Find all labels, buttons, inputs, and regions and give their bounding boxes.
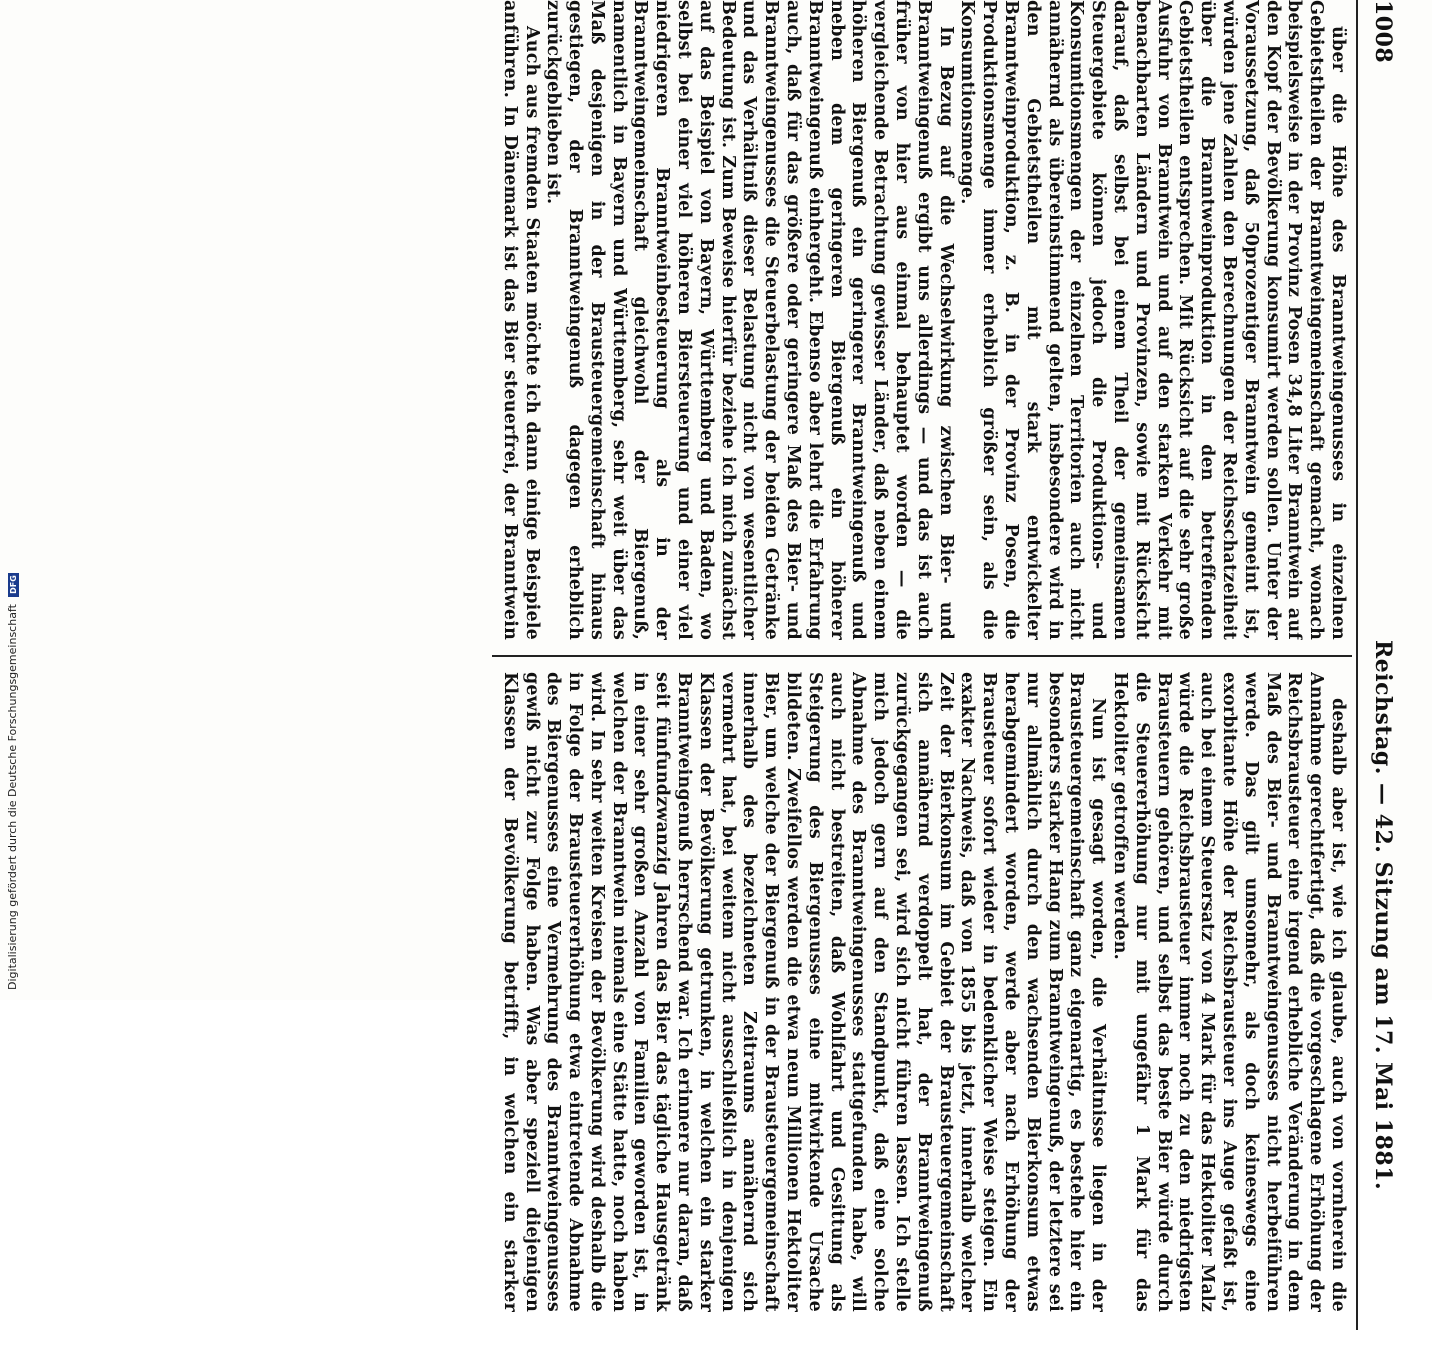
digitization-note: Digitalisierung gefördert durch die Deutsche Forschungsgemeinschaft [6,604,19,990]
right-paragraph: deshalb aber ist, wie ich glaube, auch von vornherein die Annahme gerechtfertigt, daß die vorgeschlagene Erhöhung der Reichsbrausteuer eine irgend erhebliche Veränderung in dem Maß des Bier- und Branntweingenusses nicht herbeiführen werde. Das gilt umsomehr, als doch keineswegs eine exorbitante Höhe der Reichsbrausteuer ins Auge gefaßt ist, auch bei einem Steuersatz von 4 Mark für das Hektoliter Malz würde die Reichsbrausteuer immer noch zu den niedrigsten Brausteuern gehören, und selbst das beste Bier würde durch die Steuererhöhung nur mit ungefähr 1 Mark für das Hektoliter getroffen werden. [1110,672,1348,1312]
left-paragraph: über die Höhe des Branntweingenusses in einzelnen Gebietstheilen der Branntweingemeinschaft gemacht, wonach beispielsweise in der Provinz Posen 34,8 Liter Branntwein auf den Kopf der Bevölkerung konsumirt werden sollen. Unter der Voraussetzung, daß 50prozentiger Branntwein gemeint ist, würden jene Zahlen den Berechnungen der Reichsschatzeiheit über die Branntweinproduktion in den betreffenden Gebietstheilen entsprechen. Mit Rücksicht auf die sehr große Ausfuhr von Branntwein und auf den starken Verkehr mit benachbarten Ländern und Provinzen, sowie mit Rücksicht darauf, daß selbst bei einem Theil der gemeinsamen Steuergebiete können jedoch die Produktions- und Konsumtionsmengen der einzelnen Territorien auch nicht annähernd als übereinstimmend gelten, insbesondere wird in den Gebietstheilen mit stark entwickelter Branntweinproduktion, z. B. in der Provinz Posen, die Produktionsmenge immer erheblich größer sein, als die Konsumtionsmenge. [957,0,1348,640]
left-paragraph: In Bezug auf die Wechselwirkung zwischen Bier- und Branntweingenuß ergibt uns allerdings — und das ist auch früher von hier aus einmal behauptet worden — die vergleichende Betrachtung gewisser Länder, daß neben einem höheren Biergenuß ein geringerer Branntweingenuß und neben dem geringeren Biergenuß ein höherer Branntweingenuß einhergeht. Ebenso aber lehrt die Erfahrung auch, daß für das größere oder geringere Maß des Bier- und Branntweingenusses die Steuerbelastung der beiden Getränke und das Verhältniß dieser Belastung nicht von wesentlicher Bedeutung ist. Zum Beweise hierfür beziehe ich mich zunächst auf das Beispiel von Bayern, Württemberg und Baden, wo selbst bei einer viel höheren Biersteuerung und einer viel niedrigeren Branntweinbesteuerung als in der Branntweingemeinschaft gleichwohl der Biergenuß, namentlich in Bayern und Württemberg, sehr weit über das Maß desjenigen in der Brausteuergemeinschaft hinaus gestiegen, der Branntweingenuß dagegen erheblich zurückgeblieben ist. [543,0,956,640]
dfg-logo: DFG [8,573,19,597]
left-paragraph: Auch aus fremden Staaten möchte ich dann einige Beispiele anführen. In Dänemark ist das Bier steuerfrei, der Branntwein [499,0,542,640]
column-divider [492,655,1352,657]
running-title: Reichstag. — 42. Sitzung am 17. Mai 1881. [1370,640,1396,1191]
right-column [498,672,1348,1312]
header-rule [1356,0,1358,1330]
rotated-page-area [85,0,1396,1360]
digitization-credit [6,573,19,990]
page-content [500,0,1400,1330]
page-number: 1008 [1370,0,1396,64]
running-header [1360,0,1400,1330]
right-paragraph: Nun ist gesagt worden, die Verhältnisse liegen in der Brausteuergemeinschaft ganz eigenartig, es bestehe hier ein besonders starker Hang zum Branntweingenuß, der letztere sei nur allmählich durch den wachsenden Bierkonsum etwas herabgemindert worden, werde aber nach Erhöhung der Brausteuer sofort wieder in bedenklicher Weise steigen. Ein exakter Nachweis, daß von 1855 bis jetzt, innerhalb welcher Zeit der Bierkonsum im Gebiet der Brausteuergemeinschaft sich annähernd verdoppelt hat, der Branntweingenuß zurückgegangen sei, wird sich nicht führen lassen. Ich stelle mich jedoch gern auf den Standpunkt, daß eine solche Abnahme des Branntweingenusses stattgefunden habe, will auch nicht bestreiten, daß Wohlfahrt und Gesittung als Steigerung des Biergenusses eine mitwirkende Ursache bildeten. Zweifellos werden die etwa neun Millionen Hektoliter Bier, um welche der Biergenuß in der Brausteuergemeinschaft innerhalb des bezeichneten Zeitraums annähernd sich vermehrt hat, bei weitem nicht ausschließlich in denjenigen Klassen der Bevölkerung getrunken, in welchen ein starker Branntweingenuß herrschend war. Ich erinnere nur daran, daß seit fünfundzwanzig Jahren das Bier das tägliche Hausgetränk in einer sehr großen Anzahl von Familien geworden ist, in welchen der Branntwein niemals eine Stätte hatte, noch haben wird. In sehr weiten Kreisen der Bevölkerung wird deshalb die in Folge der Brausteuererhöhung etwa eintretende Abnahme des Biergenusses eine Vermehrung des Branntweingenusses gewiß nicht zur Folge haben. Was aber speziell diejenigen Klassen der Bevölkerung betrifft, in welchen ein starker [499,672,1109,1312]
left-column [498,0,1348,640]
